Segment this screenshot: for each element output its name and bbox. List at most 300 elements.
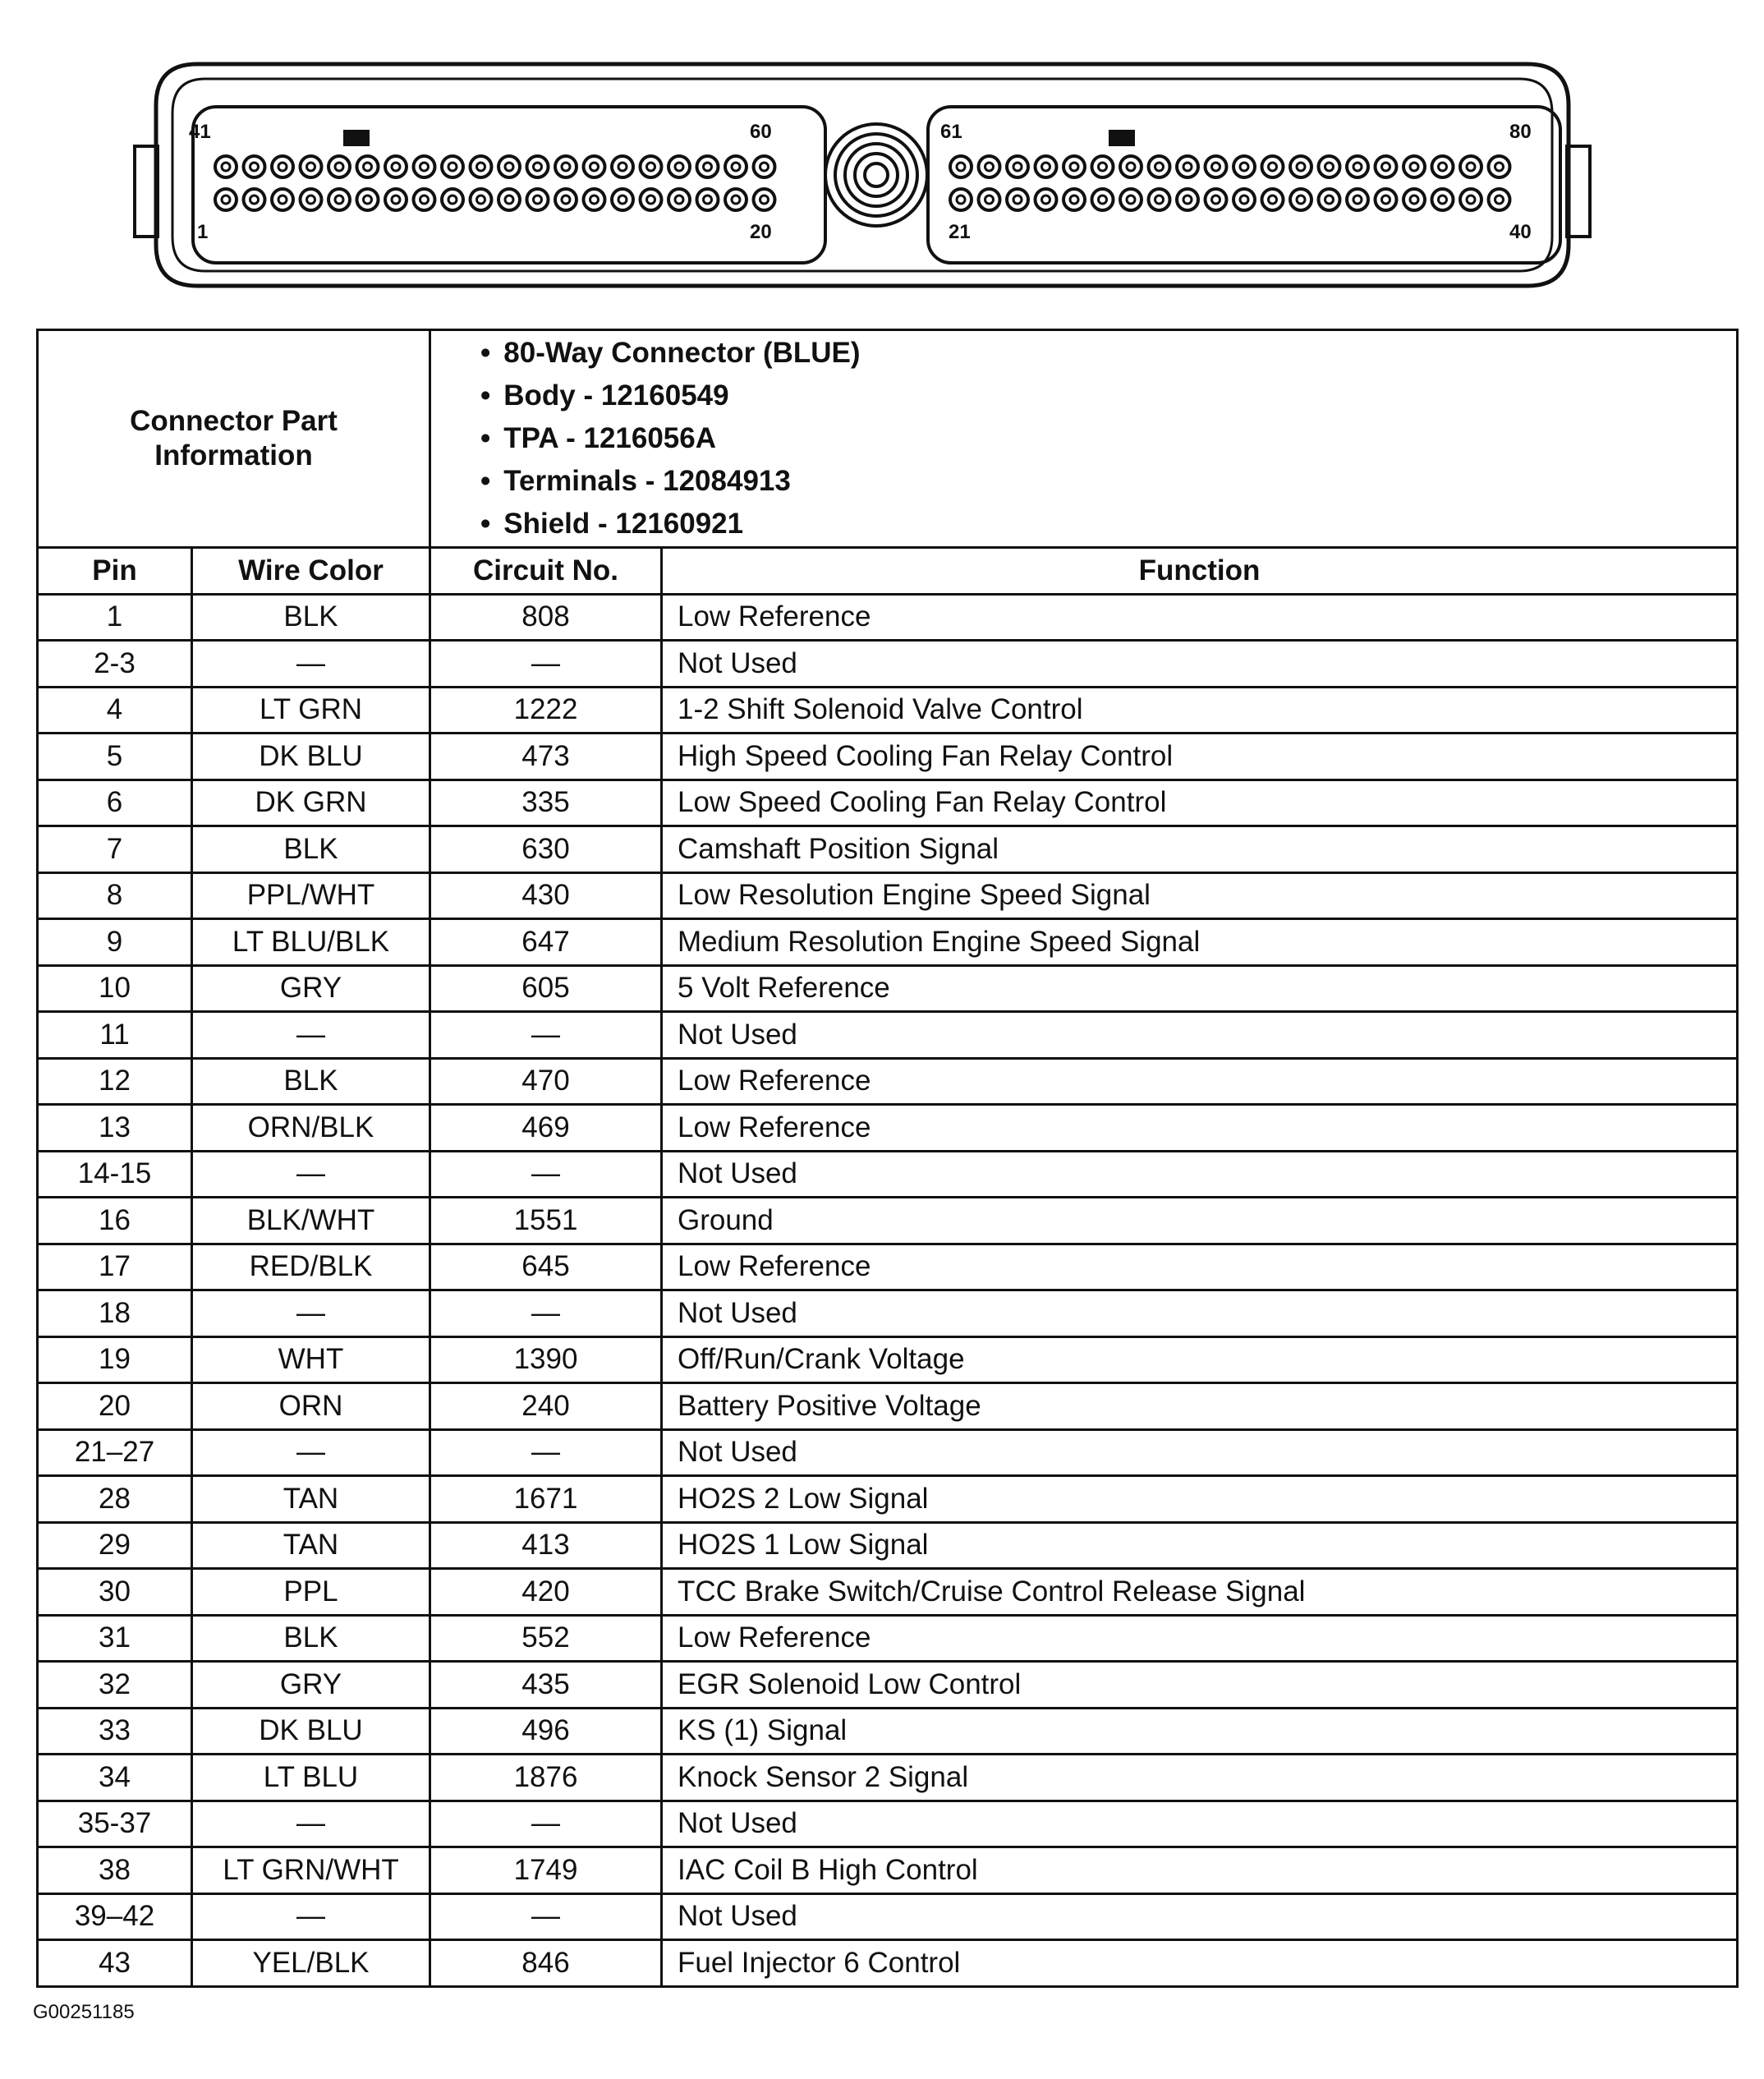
pin-cavity-center	[1070, 163, 1078, 171]
pin-cavity-center	[1353, 195, 1362, 204]
pin-cavity	[328, 156, 350, 177]
pin-cell: 28	[38, 1476, 192, 1523]
pin-cavity-center	[420, 195, 429, 204]
pin-cavity-center	[1269, 195, 1277, 204]
left-key	[343, 130, 370, 146]
table-row	[38, 1662, 1738, 1709]
pin-cavity-center	[1382, 163, 1390, 171]
circuit-cell: —	[430, 1290, 662, 1337]
connector-housing	[156, 64, 1569, 286]
wire-color-cell: LT BLU	[192, 1755, 430, 1801]
pin-cavity	[385, 156, 407, 177]
function-cell: Low Reference	[662, 1058, 1738, 1105]
pin-cavity	[1206, 156, 1227, 177]
circuit-cell: 647	[430, 919, 662, 966]
pin-cell: 18	[38, 1290, 192, 1337]
pin-cavity-center	[618, 195, 627, 204]
table-row	[38, 826, 1738, 873]
pin-cavity	[442, 189, 463, 210]
pin-cell: 7	[38, 826, 192, 873]
part-info-item: • Body - 12160549	[480, 375, 1736, 417]
pin-cavity-center	[675, 195, 683, 204]
pin-cavity	[1007, 156, 1028, 177]
function-cell: Not Used	[662, 1429, 1738, 1476]
pin-cell: 31	[38, 1615, 192, 1662]
circuit-cell: 645	[430, 1244, 662, 1290]
pin-cavity	[1432, 156, 1454, 177]
circuit-cell: 435	[430, 1662, 662, 1709]
pin-cavity-center	[704, 163, 712, 171]
pin-label-60: 60	[750, 121, 772, 143]
pin-cell: 10	[38, 965, 192, 1012]
pin-cell: 12	[38, 1058, 192, 1105]
pin-cavity-center	[1013, 163, 1022, 171]
function-cell: Fuel Injector 6 Control	[662, 1940, 1738, 1987]
table-row	[38, 734, 1738, 780]
pin-label-20: 20	[750, 221, 772, 243]
pin-cavity	[1262, 189, 1284, 210]
function-cell: Low Reference	[662, 1615, 1738, 1662]
header-row	[38, 548, 1738, 595]
pin-cavity-center	[1467, 163, 1475, 171]
pin-cavity-center	[392, 195, 400, 204]
pin-cavity	[1233, 189, 1255, 210]
table-row	[38, 1058, 1738, 1105]
pin-cavity	[612, 189, 633, 210]
pin-cavity	[1149, 189, 1170, 210]
pin-cavity	[1262, 156, 1284, 177]
circuit-cell: —	[430, 641, 662, 688]
circuit-cell: 1222	[430, 687, 662, 734]
pin-cavity-center	[1410, 163, 1418, 171]
pin-cavity-center	[534, 163, 542, 171]
pin-cavity-center	[1127, 163, 1135, 171]
pin-cavity-center	[1297, 163, 1305, 171]
function-cell: KS (1) Signal	[662, 1708, 1738, 1755]
pin-cavity-center	[477, 195, 485, 204]
part-info-label-line2: Information	[154, 439, 313, 471]
pin-cavity	[1149, 156, 1170, 177]
pin-cavity-center	[675, 163, 683, 171]
table-row	[38, 1383, 1738, 1430]
wire-color-cell: —	[192, 1151, 430, 1198]
pin-label-1: 1	[197, 221, 209, 243]
pin-cavity-center	[335, 195, 343, 204]
table-row	[38, 1290, 1738, 1337]
pin-cavity-center	[618, 163, 627, 171]
pin-cavity	[1489, 189, 1510, 210]
pin-cell: 17	[38, 1244, 192, 1290]
pin-cavity	[979, 189, 1000, 210]
pin-cavity-center	[647, 163, 655, 171]
wire-color-cell: RED/BLK	[192, 1244, 430, 1290]
pin-cavity	[527, 189, 549, 210]
function-cell: Not Used	[662, 1893, 1738, 1940]
pin-cavity-center	[448, 195, 457, 204]
pin-cell: 20	[38, 1383, 192, 1430]
wire-color-cell: —	[192, 1429, 430, 1476]
pin-cavity-center	[760, 163, 769, 171]
circuit-cell: 430	[430, 872, 662, 919]
function-cell: EGR Solenoid Low Control	[662, 1662, 1738, 1709]
pin-cavity	[272, 156, 293, 177]
connector-diagram	[123, 56, 1601, 294]
pins-left-top	[215, 156, 775, 177]
pin-cavity-center	[562, 163, 570, 171]
function-cell: High Speed Cooling Fan Relay Control	[662, 734, 1738, 780]
table-row	[38, 919, 1738, 966]
table-row	[38, 1336, 1738, 1383]
pin-cell: 16	[38, 1198, 192, 1244]
function-cell: Camshaft Position Signal	[662, 826, 1738, 873]
pin-cavity-center	[1467, 195, 1475, 204]
circuit-cell: —	[430, 1151, 662, 1198]
pin-cavity	[1319, 189, 1340, 210]
pin-cavity	[950, 156, 972, 177]
pin-cavity-center	[562, 195, 570, 204]
pin-cavity	[1007, 189, 1028, 210]
pin-cavity	[1403, 156, 1425, 177]
circuit-cell: 552	[430, 1615, 662, 1662]
pin-cavity-center	[732, 195, 740, 204]
pin-cavity	[1177, 156, 1198, 177]
function-cell: HO2S 2 Low Signal	[662, 1476, 1738, 1523]
wire-color-cell: GRY	[192, 965, 430, 1012]
pin-cell: 19	[38, 1336, 192, 1383]
pin-cavity-center	[1099, 195, 1107, 204]
pin-cavity	[471, 156, 492, 177]
pin-cavity-center	[1382, 195, 1390, 204]
function-cell: TCC Brake Switch/Cruise Control Release Signal	[662, 1569, 1738, 1616]
wire-color-cell: —	[192, 641, 430, 688]
circuit-cell: —	[430, 1012, 662, 1059]
table-row	[38, 1476, 1738, 1523]
pin-cavity	[357, 189, 379, 210]
wire-color-cell: BLK	[192, 1058, 430, 1105]
right-pin-block	[928, 107, 1560, 263]
part-info-label	[38, 330, 430, 548]
pin-label-40: 40	[1509, 221, 1532, 243]
circuit-cell: 1749	[430, 1847, 662, 1894]
pin-cavity	[357, 156, 379, 177]
pin-cavity	[754, 156, 775, 177]
pin-cavity	[1063, 156, 1085, 177]
table-row	[38, 1847, 1738, 1894]
circuit-cell: 846	[430, 1940, 662, 1987]
pin-cell: 30	[38, 1569, 192, 1616]
table-row	[38, 1569, 1738, 1616]
function-cell: Ground	[662, 1198, 1738, 1244]
function-cell: Knock Sensor 2 Signal	[662, 1755, 1738, 1801]
part-info-item: • 80-Way Connector (BLUE)	[480, 332, 1736, 375]
circuit-cell: —	[430, 1893, 662, 1940]
pin-cavity	[555, 189, 577, 210]
pin-cavity	[754, 189, 775, 210]
pin-cavity-center	[1325, 163, 1334, 171]
pin-cavity-center	[1183, 163, 1192, 171]
pin-cell: 5	[38, 734, 192, 780]
wire-color-cell: —	[192, 1290, 430, 1337]
pin-cavity-center	[1155, 195, 1164, 204]
function-cell: 1-2 Shift Solenoid Valve Control	[662, 687, 1738, 734]
pin-cavity	[584, 189, 605, 210]
pin-cavity	[1290, 189, 1312, 210]
pin-cavity-center	[364, 163, 372, 171]
pin-cell: 33	[38, 1708, 192, 1755]
circuit-cell: 240	[430, 1383, 662, 1430]
table-row	[38, 965, 1738, 1012]
pin-cavity-center	[392, 163, 400, 171]
pin-cavity-center	[250, 163, 259, 171]
pin-cavity-center	[505, 163, 513, 171]
pin-cavity-center	[1495, 163, 1504, 171]
pin-cavity	[697, 189, 719, 210]
pin-cavity-center	[1042, 195, 1050, 204]
part-info-label-line1: Connector Part	[130, 405, 338, 437]
wire-color-cell: YEL/BLK	[192, 1940, 430, 1987]
pin-cavity	[950, 189, 972, 210]
table-row	[38, 1755, 1738, 1801]
pin-cavity	[215, 189, 237, 210]
pin-cell: 35-37	[38, 1801, 192, 1847]
pin-cavity-center	[278, 163, 287, 171]
pin-cavity-center	[985, 163, 994, 171]
pin-cavity-center	[222, 195, 230, 204]
pin-cell: 1	[38, 594, 192, 641]
pin-cavity-center	[957, 163, 965, 171]
pin-cavity	[668, 156, 690, 177]
pin-cavity	[1092, 189, 1114, 210]
pin-cavity-center	[1212, 163, 1220, 171]
wire-color-cell: LT BLU/BLK	[192, 919, 430, 966]
circuit-cell: 496	[430, 1708, 662, 1755]
pin-label-41: 41	[189, 121, 211, 143]
pin-cavity	[1460, 156, 1481, 177]
part-info-item: • Shield - 12160921	[480, 503, 1736, 545]
pin-cavity-center	[1297, 195, 1305, 204]
pin-cell: 32	[38, 1662, 192, 1709]
circuit-cell: 335	[430, 780, 662, 826]
table-row	[38, 687, 1738, 734]
function-cell: IAC Coil B High Control	[662, 1847, 1738, 1894]
pin-cavity-center	[1099, 163, 1107, 171]
wire-color-cell: DK BLU	[192, 1708, 430, 1755]
pin-cavity	[612, 156, 633, 177]
function-cell: Not Used	[662, 1801, 1738, 1847]
wire-color-cell: ORN/BLK	[192, 1105, 430, 1152]
pin-cavity	[301, 189, 322, 210]
pin-cavity-center	[1212, 195, 1220, 204]
part-info-list	[430, 330, 1738, 548]
circuit-cell: 473	[430, 734, 662, 780]
wire-color-cell: ORN	[192, 1383, 430, 1430]
pin-cavity-center	[1410, 195, 1418, 204]
function-cell: Low Resolution Engine Speed Signal	[662, 872, 1738, 919]
pin-cell: 21–27	[38, 1429, 192, 1476]
pin-cavity	[1120, 156, 1142, 177]
function-cell: Low Reference	[662, 1105, 1738, 1152]
pin-cavity-center	[335, 163, 343, 171]
function-cell: Off/Run/Crank Voltage	[662, 1336, 1738, 1383]
pin-cell: 14-15	[38, 1151, 192, 1198]
pin-cavity	[1376, 156, 1397, 177]
pin-cavity	[1347, 189, 1368, 210]
pin-cavity-center	[1240, 163, 1248, 171]
right-key	[1109, 130, 1135, 146]
pin-cavity-center	[1269, 163, 1277, 171]
function-cell: HO2S 1 Low Signal	[662, 1522, 1738, 1569]
pin-cavity	[725, 189, 746, 210]
circuit-cell: 420	[430, 1569, 662, 1616]
circuit-cell: 1390	[430, 1336, 662, 1383]
pin-cavity-center	[1042, 163, 1050, 171]
pin-cavity	[1319, 156, 1340, 177]
pin-cavity-center	[448, 163, 457, 171]
pin-label-80: 80	[1509, 121, 1532, 143]
pin-cavity	[1376, 189, 1397, 210]
function-cell: Low Reference	[662, 594, 1738, 641]
pin-cavity	[641, 156, 662, 177]
header-function: Function	[662, 548, 1738, 595]
circuit-cell: —	[430, 1801, 662, 1847]
table-row	[38, 1708, 1738, 1755]
pin-cavity-center	[1127, 195, 1135, 204]
pin-cavity	[1036, 189, 1057, 210]
pin-cavity	[1063, 189, 1085, 210]
pin-cavity-center	[222, 163, 230, 171]
table-row	[38, 1429, 1738, 1476]
pin-cavity	[725, 156, 746, 177]
wire-color-cell: PPL/WHT	[192, 872, 430, 919]
pin-cell: 43	[38, 1940, 192, 1987]
circuit-cell: 808	[430, 594, 662, 641]
wire-color-cell: TAN	[192, 1476, 430, 1523]
circuit-cell: 469	[430, 1105, 662, 1152]
wire-color-cell: —	[192, 1801, 430, 1847]
header-circuit: Circuit No.	[430, 548, 662, 595]
pin-cavity	[215, 156, 237, 177]
pin-cavity-center	[477, 163, 485, 171]
circuit-cell: 605	[430, 965, 662, 1012]
pin-cavity-center	[1325, 195, 1334, 204]
pin-cavity	[527, 156, 549, 177]
pin-label-61: 61	[940, 121, 962, 143]
pin-cavity	[442, 156, 463, 177]
pin-cavity-center	[1439, 163, 1447, 171]
pin-cavity-center	[307, 195, 315, 204]
table-row	[38, 1801, 1738, 1847]
function-cell: 5 Volt Reference	[662, 965, 1738, 1012]
pin-cavity-center	[1240, 195, 1248, 204]
pin-cell: 38	[38, 1847, 192, 1894]
pins-right-bottom	[950, 189, 1510, 210]
wire-color-cell: —	[192, 1893, 430, 1940]
pin-cavity	[272, 189, 293, 210]
pin-cavity	[1432, 189, 1454, 210]
pin-cavity	[1036, 156, 1057, 177]
pin-cell: 29	[38, 1522, 192, 1569]
pin-cavity-center	[364, 195, 372, 204]
circuit-cell: —	[430, 1429, 662, 1476]
pin-cavity-center	[1013, 195, 1022, 204]
function-cell: Not Used	[662, 1012, 1738, 1059]
pin-cavity-center	[1070, 195, 1078, 204]
function-cell: Low Speed Cooling Fan Relay Control	[662, 780, 1738, 826]
pin-cavity-center	[534, 195, 542, 204]
table-row	[38, 1198, 1738, 1244]
pin-label-21: 21	[949, 221, 971, 243]
center-post	[825, 124, 927, 226]
table-row	[38, 1244, 1738, 1290]
pin-cavity	[1233, 156, 1255, 177]
pin-cell: 4	[38, 687, 192, 734]
wire-color-cell: —	[192, 1012, 430, 1059]
function-cell: Not Used	[662, 1290, 1738, 1337]
function-cell: Not Used	[662, 1151, 1738, 1198]
pin-cell: 6	[38, 780, 192, 826]
circuit-cell: 413	[430, 1522, 662, 1569]
pin-cavity-center	[760, 195, 769, 204]
pin-cavity-center	[1495, 195, 1504, 204]
pin-cavity	[414, 189, 435, 210]
pin-cavity	[301, 156, 322, 177]
pin-cavity	[244, 156, 265, 177]
table-row	[38, 872, 1738, 919]
figure-id: G00251185	[33, 2001, 135, 2023]
pin-cavity	[1177, 189, 1198, 210]
wire-color-cell: LT GRN	[192, 687, 430, 734]
table-row	[38, 1012, 1738, 1059]
circuit-cell: 1876	[430, 1755, 662, 1801]
wire-color-cell: DK GRN	[192, 780, 430, 826]
pin-cavity	[668, 189, 690, 210]
pin-cavity	[555, 156, 577, 177]
circuit-cell: 1551	[430, 1198, 662, 1244]
part-info-row	[38, 330, 1738, 548]
wire-color-cell: WHT	[192, 1336, 430, 1383]
pinout-table	[36, 329, 1739, 1988]
function-cell: Not Used	[662, 641, 1738, 688]
pin-cell: 11	[38, 1012, 192, 1059]
part-info-item: • TPA - 1216056A	[480, 417, 1736, 460]
pin-cavity	[1120, 189, 1142, 210]
pin-cavity	[471, 189, 492, 210]
function-cell: Low Reference	[662, 1244, 1738, 1290]
pin-cavity	[1206, 189, 1227, 210]
pin-cavity-center	[590, 163, 599, 171]
wire-color-cell: BLK	[192, 826, 430, 873]
wire-color-cell: BLK	[192, 594, 430, 641]
pin-cavity-center	[1353, 163, 1362, 171]
pins-right-top	[950, 156, 1510, 177]
pins-left-bottom	[215, 189, 775, 210]
pin-cell: 13	[38, 1105, 192, 1152]
pin-cavity-center	[704, 195, 712, 204]
pin-cavity-center	[590, 195, 599, 204]
pin-cavity	[979, 156, 1000, 177]
pin-cavity-center	[1183, 195, 1192, 204]
pin-cell: 9	[38, 919, 192, 966]
function-cell: Battery Positive Voltage	[662, 1383, 1738, 1430]
pin-cavity	[385, 189, 407, 210]
pin-cavity	[1347, 156, 1368, 177]
pin-cavity-center	[1155, 163, 1164, 171]
pin-cavity	[498, 156, 520, 177]
pin-cavity	[1489, 156, 1510, 177]
pin-cavity-center	[647, 195, 655, 204]
pin-cavity-center	[250, 195, 259, 204]
pin-cavity-center	[957, 195, 965, 204]
